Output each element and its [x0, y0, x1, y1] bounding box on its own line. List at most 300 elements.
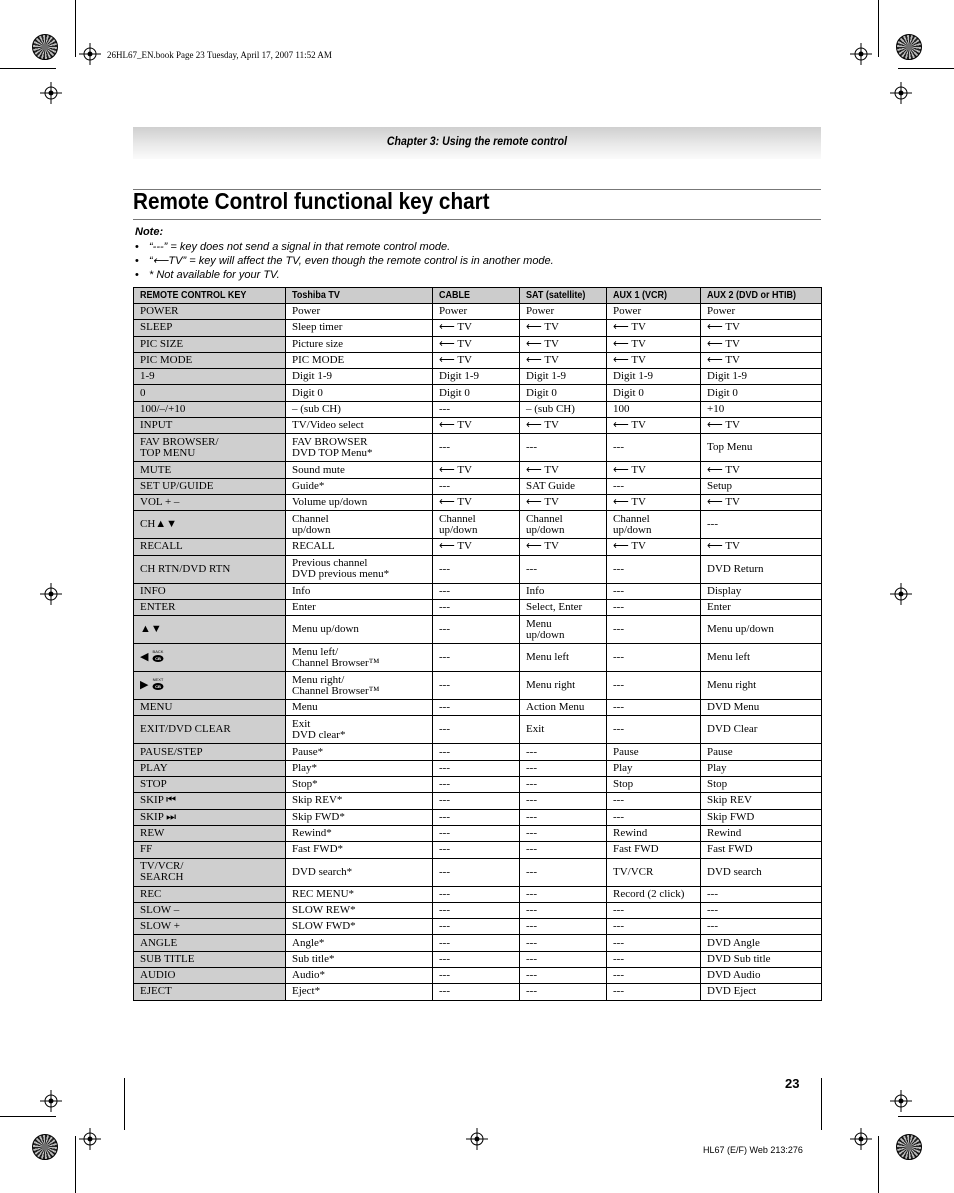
cable-cell: [433, 304, 520, 320]
cell-text: RECALL: [140, 540, 183, 553]
cell-text: ⟵ TV: [439, 496, 472, 509]
cell-text: Channel: [613, 512, 650, 525]
sat-cell: [520, 555, 607, 583]
sat-cell: [520, 599, 607, 615]
svg-text:CB: CB: [155, 656, 162, 662]
cell-text: Previous channel: [292, 557, 368, 570]
cell-text: ---: [613, 920, 624, 933]
cell-text: Digit 1-9: [292, 370, 333, 383]
table-row: [134, 478, 822, 494]
cell-text: ---: [439, 843, 450, 856]
cable-cell: [433, 616, 520, 644]
aux2-cell: [701, 825, 822, 841]
tv-cell: [286, 583, 433, 599]
cell-text: up/down: [613, 523, 652, 536]
aux2-cell: [701, 511, 822, 539]
table-row: [134, 352, 822, 368]
cell-text: Stop: [613, 778, 634, 791]
tv-cell: [286, 858, 433, 886]
column-header: SAT (satellite): [520, 288, 607, 304]
sat-cell: [520, 777, 607, 793]
cell-text: Digit 0: [613, 386, 644, 399]
cell-text: RECALL: [292, 540, 335, 553]
sat-cell: [520, 352, 607, 368]
cell-text: ---: [439, 778, 450, 791]
aux2-cell: [701, 352, 822, 368]
column-header: AUX 1 (VCR): [607, 288, 701, 304]
cell-text: Channel: [292, 512, 329, 525]
aux1-cell: [607, 616, 701, 644]
cell-text: Enter: [707, 601, 731, 613]
cable-cell: [433, 583, 520, 599]
aux1-cell: [607, 352, 701, 368]
cell-text: Skip FWD: [707, 810, 755, 823]
remote-key-cell: [134, 320, 286, 336]
aux2-cell: [701, 555, 822, 583]
tv-cell: [286, 700, 433, 716]
remote-key-cell: [134, 777, 286, 793]
aux2-cell: [701, 672, 822, 700]
cell-text: ⟵ TV: [439, 354, 472, 367]
cell-text: ⟵ TV: [526, 496, 559, 509]
aux2-cell: [701, 984, 822, 1000]
cell-text: ---: [439, 827, 450, 840]
aux2-cell: [701, 842, 822, 858]
cell-text: Exit: [292, 717, 311, 730]
cable-cell: [433, 700, 520, 716]
aux2-cell: [701, 744, 822, 760]
aux2-cell: [701, 616, 822, 644]
tv-cell: [286, 935, 433, 951]
table-row: [134, 809, 822, 825]
cell-text: ---: [439, 903, 450, 916]
table-row: [134, 304, 822, 320]
cell-text: TV/Video select: [292, 419, 364, 432]
cell-text: DVD search: [707, 865, 762, 878]
note-heading: Note:: [135, 226, 164, 238]
table-row: [134, 842, 822, 858]
remote-key-cell: [134, 984, 286, 1000]
cell-text: ---: [613, 903, 624, 916]
cell-text: Rewind*: [292, 827, 332, 840]
sat-cell: [520, 401, 607, 417]
cell-text: ⟵ TV: [613, 419, 646, 432]
aux1-cell: [607, 599, 701, 615]
tv-cell: [286, 320, 433, 336]
cell-text: ---: [526, 761, 537, 774]
remote-key-cell: [134, 842, 286, 858]
cell-text: ⟵ TV: [439, 419, 472, 432]
registration-mark-icon: [79, 43, 101, 65]
remote-key-cell: [134, 809, 286, 825]
cable-cell: [433, 902, 520, 918]
cell-text: EXIT/DVD CLEAR: [140, 723, 231, 736]
cell-text: SEARCH: [140, 871, 184, 884]
cell-text: ⟵ TV: [439, 337, 472, 350]
aux2-cell: [701, 968, 822, 984]
aux1-cell: [607, 858, 701, 886]
cell-text: Sound mute: [292, 463, 345, 476]
cell-text: DVD Angle: [707, 936, 760, 949]
cell-text: ---: [439, 865, 450, 878]
remote-key-cell: [134, 369, 286, 385]
aux1-cell: [607, 744, 701, 760]
cell-text: ---: [613, 794, 624, 807]
cell-text: Pause*: [292, 745, 324, 758]
cell-text: ---: [526, 745, 537, 758]
cell-text: Channel: [439, 512, 476, 525]
remote-key-cell: [134, 793, 286, 809]
registration-mark-icon: [79, 1128, 101, 1150]
aux2-cell: [701, 401, 822, 417]
cell-text: Menu right: [707, 679, 757, 692]
cell-text: SKIP ⏮: [140, 794, 177, 807]
aux1-cell: [607, 304, 701, 320]
cell-text: ---: [613, 810, 624, 823]
table-row: [134, 336, 822, 352]
tv-cell: [286, 599, 433, 615]
cell-text: DVD Eject: [707, 985, 757, 998]
table-row: [134, 886, 822, 902]
color-rosette-icon: [32, 1134, 58, 1160]
registration-mark-icon: [466, 1128, 488, 1150]
table-row: [134, 369, 822, 385]
cell-text: ---: [707, 903, 718, 916]
aux1-cell: [607, 418, 701, 434]
table-row: [134, 744, 822, 760]
sat-cell: [520, 886, 607, 902]
cell-text: Skip REV*: [292, 794, 343, 807]
cell-text: ---: [613, 584, 624, 597]
remote-key-cell: [134, 494, 286, 510]
aux1-cell: [607, 434, 701, 462]
cell-text: Audio*: [292, 969, 325, 982]
cell-text: ⟵ TV: [707, 321, 740, 334]
tv-cell: [286, 555, 433, 583]
cell-text: SKIP ⏭: [140, 810, 177, 823]
cell-text: ⟵ TV: [526, 337, 559, 350]
table-row: [134, 511, 822, 539]
aux2-cell: [701, 716, 822, 744]
cell-text: MUTE: [140, 463, 172, 476]
cell-text: ⟵ TV: [526, 419, 559, 432]
svg-text:NEXT: NEXT: [152, 677, 164, 683]
cell-text: ⟵ TV: [707, 337, 740, 350]
registration-mark-icon: [890, 1090, 912, 1112]
registration-mark-icon: [890, 82, 912, 104]
table-row: [134, 716, 822, 744]
cell-text: ⟵ TV: [613, 496, 646, 509]
cell-text: ---: [439, 985, 450, 998]
aux1-cell: [607, 951, 701, 967]
cell-text: INFO: [140, 584, 166, 597]
cell-text: ---: [439, 920, 450, 933]
cable-cell: [433, 984, 520, 1000]
aux1-cell: [607, 716, 701, 744]
cell-text: Pause: [707, 745, 733, 758]
sat-cell: [520, 700, 607, 716]
remote-key-cell: [134, 858, 286, 886]
cell-text: ⟵ TV: [439, 321, 472, 334]
tv-cell: [286, 716, 433, 744]
tv-cell: [286, 842, 433, 858]
cell-text: ---: [526, 969, 537, 982]
aux1-cell: [607, 644, 701, 672]
table-row: [134, 984, 822, 1000]
cable-cell: [433, 320, 520, 336]
cell-text: REW: [140, 827, 165, 840]
table-row: [134, 385, 822, 401]
cable-cell: [433, 494, 520, 510]
table-row: [134, 760, 822, 776]
cell-text: CH RTN/DVD RTN: [140, 562, 231, 575]
cell-text: SLOW REW*: [292, 903, 356, 916]
cell-text: Menu: [526, 617, 552, 630]
cell-text: Play*: [292, 761, 318, 774]
cell-text: Menu up/down: [292, 623, 359, 636]
cell-text: Rewind: [613, 827, 648, 840]
cell-text: ---: [707, 920, 718, 933]
sat-cell: [520, 984, 607, 1000]
cell-text: TOP MENU: [140, 446, 196, 459]
cable-cell: [433, 744, 520, 760]
aux1-cell: [607, 777, 701, 793]
table-row: [134, 401, 822, 417]
table-row: [134, 825, 822, 841]
tv-cell: [286, 478, 433, 494]
cell-text: Record (2 click): [613, 887, 685, 900]
aux2-cell: [701, 434, 822, 462]
aux2-cell: [701, 858, 822, 886]
sat-cell: [520, 320, 607, 336]
cell-text: Display: [707, 584, 742, 597]
cell-text: Menu left: [707, 651, 751, 664]
aux1-cell: [607, 793, 701, 809]
cell-text: up/down: [526, 628, 565, 641]
cell-text: DVD Sub title: [707, 952, 771, 965]
cable-cell: [433, 951, 520, 967]
cell-text: Volume up/down: [292, 496, 368, 509]
cell-text: CH▲▼: [140, 518, 178, 531]
cell-text: DVD Menu: [707, 701, 760, 714]
cell-text: ---: [526, 865, 537, 878]
cell-text: SLOW FWD*: [292, 920, 356, 933]
note-item: • “---” = key does not send a signal in that remote control mode.: [135, 240, 554, 254]
cell-text: ---: [439, 952, 450, 965]
cell-text: ⟵ TV: [613, 321, 646, 334]
tv-cell: [286, 793, 433, 809]
tv-cell: [286, 511, 433, 539]
chapter-title: Chapter 3: Using the remote control: [386, 134, 568, 148]
table-row: [134, 583, 822, 599]
cell-text: ⟵ TV: [707, 354, 740, 367]
cell-text: FAV BROWSER: [292, 435, 368, 448]
aux2-cell: [701, 304, 822, 320]
page-number: 23: [785, 1076, 800, 1091]
svg-text:CB: CB: [155, 684, 162, 690]
cell-text: ---: [526, 827, 537, 840]
cell-text: Power: [292, 305, 321, 318]
cell-text: Play: [613, 761, 633, 774]
cell-text: DVD TOP Menu*: [292, 446, 373, 459]
cell-text: 0: [140, 386, 146, 399]
tv-cell: [286, 539, 433, 555]
remote-key-cell: [134, 616, 286, 644]
table-row: [134, 555, 822, 583]
cell-text: ---: [613, 479, 624, 492]
title-bottom-rule: [133, 219, 821, 220]
table-row: [134, 700, 822, 716]
aux2-cell: [701, 760, 822, 776]
cell-text: SET UP/GUIDE: [140, 479, 214, 492]
aux2-cell: [701, 886, 822, 902]
cable-cell: [433, 478, 520, 494]
remote-key-cell: [134, 583, 286, 599]
cell-text: AUDIO: [140, 969, 176, 982]
cell-text: ANGLE: [140, 936, 178, 949]
remote-key-cell: [134, 760, 286, 776]
tv-cell: [286, 369, 433, 385]
cell-text: REC MENU*: [292, 887, 355, 900]
cell-text: FF: [140, 843, 153, 856]
tv-cell: [286, 672, 433, 700]
cell-text: STOP: [140, 778, 167, 791]
table-row: [134, 951, 822, 967]
cell-text: ⟵ TV: [707, 463, 740, 476]
cell-text: ⟵ TV: [613, 540, 646, 553]
cable-cell: [433, 462, 520, 478]
sat-cell: [520, 644, 607, 672]
note-item: • “⟵TV” = key will affect the TV, even though the remote control is in another mode.: [135, 254, 554, 268]
remote-key-cell: [134, 434, 286, 462]
cell-text: ⟵ TV: [439, 540, 472, 553]
cell-text: REC: [140, 887, 162, 900]
cell-text: ⟵ TV: [707, 419, 740, 432]
table-row: [134, 777, 822, 793]
tv-cell: [286, 385, 433, 401]
cell-text: Digit 0: [707, 386, 738, 399]
cell-text: Menu left: [526, 651, 570, 664]
aux2-cell: [701, 809, 822, 825]
cell-text: Power: [439, 305, 468, 318]
cell-text: ---: [613, 701, 624, 714]
sat-cell: [520, 616, 607, 644]
remote-key-cell: [134, 555, 286, 583]
tv-cell: [286, 434, 433, 462]
cell-text: Stop: [707, 778, 728, 791]
table-row: [134, 793, 822, 809]
cell-text: ---: [613, 441, 624, 454]
cell-text: DVD clear*: [292, 728, 346, 741]
cell-text: ⟵ TV: [526, 463, 559, 476]
cable-cell: [433, 760, 520, 776]
cell-text: – (sub CH): [292, 402, 341, 415]
sat-cell: [520, 902, 607, 918]
cell-text: DVD search*: [292, 865, 353, 878]
cable-cell: [433, 539, 520, 555]
table-row: [134, 539, 822, 555]
cell-text: Digit 0: [292, 386, 323, 399]
cell-text: Setup: [707, 479, 733, 492]
aux1-cell: [607, 825, 701, 841]
cell-text: SLOW –: [140, 903, 180, 916]
remote-key-cell: [134, 700, 286, 716]
sat-cell: [520, 968, 607, 984]
cell-text: ---: [439, 679, 450, 692]
tv-cell: [286, 352, 433, 368]
cable-cell: [433, 672, 520, 700]
sat-cell: [520, 935, 607, 951]
tv-cell: [286, 809, 433, 825]
cell-text: Channel: [526, 512, 563, 525]
cell-text: Channel Browser™: [292, 684, 380, 697]
tv-cell: [286, 401, 433, 417]
cell-text: Sub title*: [292, 952, 335, 965]
remote-key-cell: [134, 418, 286, 434]
cell-text: SLEEP: [140, 321, 173, 334]
remote-key-cell: [134, 401, 286, 417]
cell-text: Pause: [613, 745, 639, 758]
column-header: REMOTE CONTROL KEY: [134, 288, 286, 304]
cell-text: ◀: [140, 651, 149, 664]
remote-key-cell: [134, 304, 286, 320]
table-row: [134, 494, 822, 510]
cell-text: ---: [439, 601, 450, 613]
table-row: [134, 902, 822, 918]
tv-cell: [286, 919, 433, 935]
cell-text: Fast FWD: [613, 843, 659, 856]
sat-cell: [520, 583, 607, 599]
aux2-cell: [701, 902, 822, 918]
cell-text: EJECT: [140, 985, 172, 998]
aux2-cell: [701, 418, 822, 434]
cable-cell: [433, 644, 520, 672]
cell-text: ---: [526, 887, 537, 900]
tv-cell: [286, 825, 433, 841]
cell-text: ---: [613, 623, 624, 636]
cell-text: VOL + –: [140, 496, 180, 509]
remote-key-cell: [134, 951, 286, 967]
cell-text: ---: [439, 441, 450, 454]
remote-key-cell: [134, 825, 286, 841]
aux2-cell: [701, 369, 822, 385]
cell-text: up/down: [439, 523, 478, 536]
aux2-cell: [701, 644, 822, 672]
cell-text: ---: [613, 985, 624, 998]
cell-text: ⟵ TV: [526, 354, 559, 367]
table-row: [134, 672, 822, 700]
tv-cell: [286, 418, 433, 434]
aux2-cell: [701, 583, 822, 599]
cell-text: PAUSE/STEP: [140, 745, 203, 758]
cable-cell: [433, 599, 520, 615]
aux1-cell: [607, 478, 701, 494]
cell-text: ---: [707, 518, 718, 531]
table-row: [134, 462, 822, 478]
aux1-cell: [607, 886, 701, 902]
sat-cell: [520, 744, 607, 760]
cell-text: PIC SIZE: [140, 337, 184, 350]
cell-text: ---: [526, 810, 537, 823]
aux1-cell: [607, 462, 701, 478]
tv-cell: [286, 616, 433, 644]
cell-text: FAV BROWSER/: [140, 435, 219, 448]
tv-cell: [286, 760, 433, 776]
registration-mark-icon: [850, 1128, 872, 1150]
registration-mark-icon: [850, 43, 872, 65]
cell-text: Action Menu: [526, 701, 585, 714]
cell-text: ⟵ TV: [613, 354, 646, 367]
